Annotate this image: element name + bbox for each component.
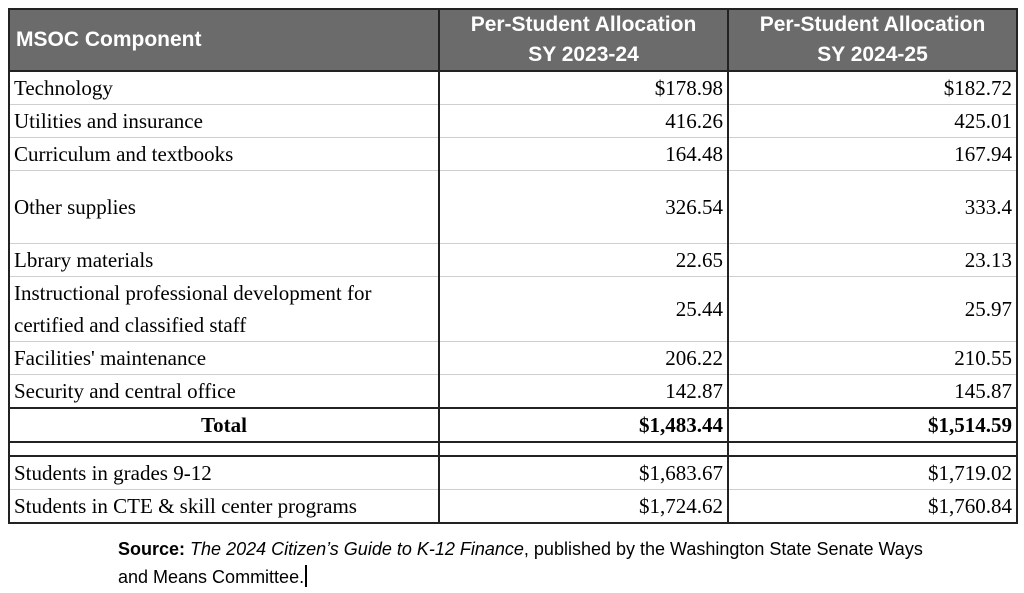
header-sy2024-25-line1: Per-Student Allocation [759, 13, 986, 36]
row-value-sy2024-25: 23.13 [728, 244, 1017, 277]
row-label: Technology [9, 71, 439, 105]
row-value-sy2024-25: 425.01 [728, 105, 1017, 138]
total-sy2023-24: $1,483.44 [439, 408, 728, 442]
table-row [9, 375, 1017, 409]
row-label: Other supplies [9, 171, 439, 244]
row-value-sy2023-24: $1,683.67 [439, 456, 728, 490]
row-value-sy2024-25: 333.4 [728, 171, 1017, 244]
row-value-sy2023-24: 206.22 [439, 342, 728, 375]
row-value-sy2024-25: $182.72 [728, 71, 1017, 105]
row-value-sy2023-24: 142.87 [439, 375, 728, 409]
row-label: Facilities' maintenance [9, 342, 439, 375]
row-value-sy2024-25: $1,760.84 [728, 490, 1017, 524]
header-sy2023-24-line2: SY 2023-24 [528, 43, 639, 66]
text-cursor [305, 565, 307, 587]
table-row [9, 342, 1017, 375]
row-label: Students in grades 9-12 [9, 456, 439, 490]
row-label: Utilities and insurance [9, 105, 439, 138]
spacer-cell [9, 442, 439, 456]
table-row [9, 456, 1017, 490]
row-value-sy2024-25: 167.94 [728, 138, 1017, 171]
source-title: The 2024 Citizen’s Guide to K-12 Finance [190, 539, 524, 559]
table-row [9, 138, 1017, 171]
header-sy2024-25 [728, 9, 1017, 71]
table-row [9, 277, 1017, 342]
header-sy2024-25-line2: SY 2024-25 [817, 43, 928, 66]
source-prefix: Source: [118, 539, 186, 559]
row-value-sy2024-25: 25.97 [728, 277, 1017, 342]
row-value-sy2023-24: 164.48 [439, 138, 728, 171]
spacer-row [9, 442, 1017, 456]
table-row [9, 244, 1017, 277]
row-value-sy2023-24: 326.54 [439, 171, 728, 244]
row-label: Curriculum and textbooks [9, 138, 439, 171]
total-sy2024-25: $1,514.59 [728, 408, 1017, 442]
row-value-sy2024-25: $1,719.02 [728, 456, 1017, 490]
source-caption [118, 535, 938, 591]
row-value-sy2023-24: 25.44 [439, 277, 728, 342]
msoc-allocation-table [8, 8, 1018, 524]
header-component: MSOC Component [9, 9, 439, 71]
row-label: Instructional professional development for certified and classified staff [9, 277, 439, 342]
source-rest: , published by the Washington State Senate Ways and Means Committee. [118, 539, 923, 587]
row-label: Lbrary materials [9, 244, 439, 277]
row-value-sy2024-25: 210.55 [728, 342, 1017, 375]
header-sy2023-24-line1: Per-Student Allocation [470, 13, 697, 36]
table-row [9, 71, 1017, 105]
table-row [9, 105, 1017, 138]
row-label: Security and central office [9, 375, 439, 409]
spacer-cell [439, 442, 728, 456]
header-sy2023-24 [439, 9, 728, 71]
spacer-cell [728, 442, 1017, 456]
row-value-sy2023-24: 22.65 [439, 244, 728, 277]
table-row [9, 171, 1017, 244]
row-value-sy2024-25: 145.87 [728, 375, 1017, 409]
total-row [9, 408, 1017, 442]
total-label: Total [9, 408, 439, 442]
table-row [9, 490, 1017, 524]
row-label: Students in CTE & skill center programs [9, 490, 439, 524]
row-value-sy2023-24: $1,724.62 [439, 490, 728, 524]
header-row [9, 9, 1017, 71]
row-value-sy2023-24: 416.26 [439, 105, 728, 138]
row-value-sy2023-24: $178.98 [439, 71, 728, 105]
